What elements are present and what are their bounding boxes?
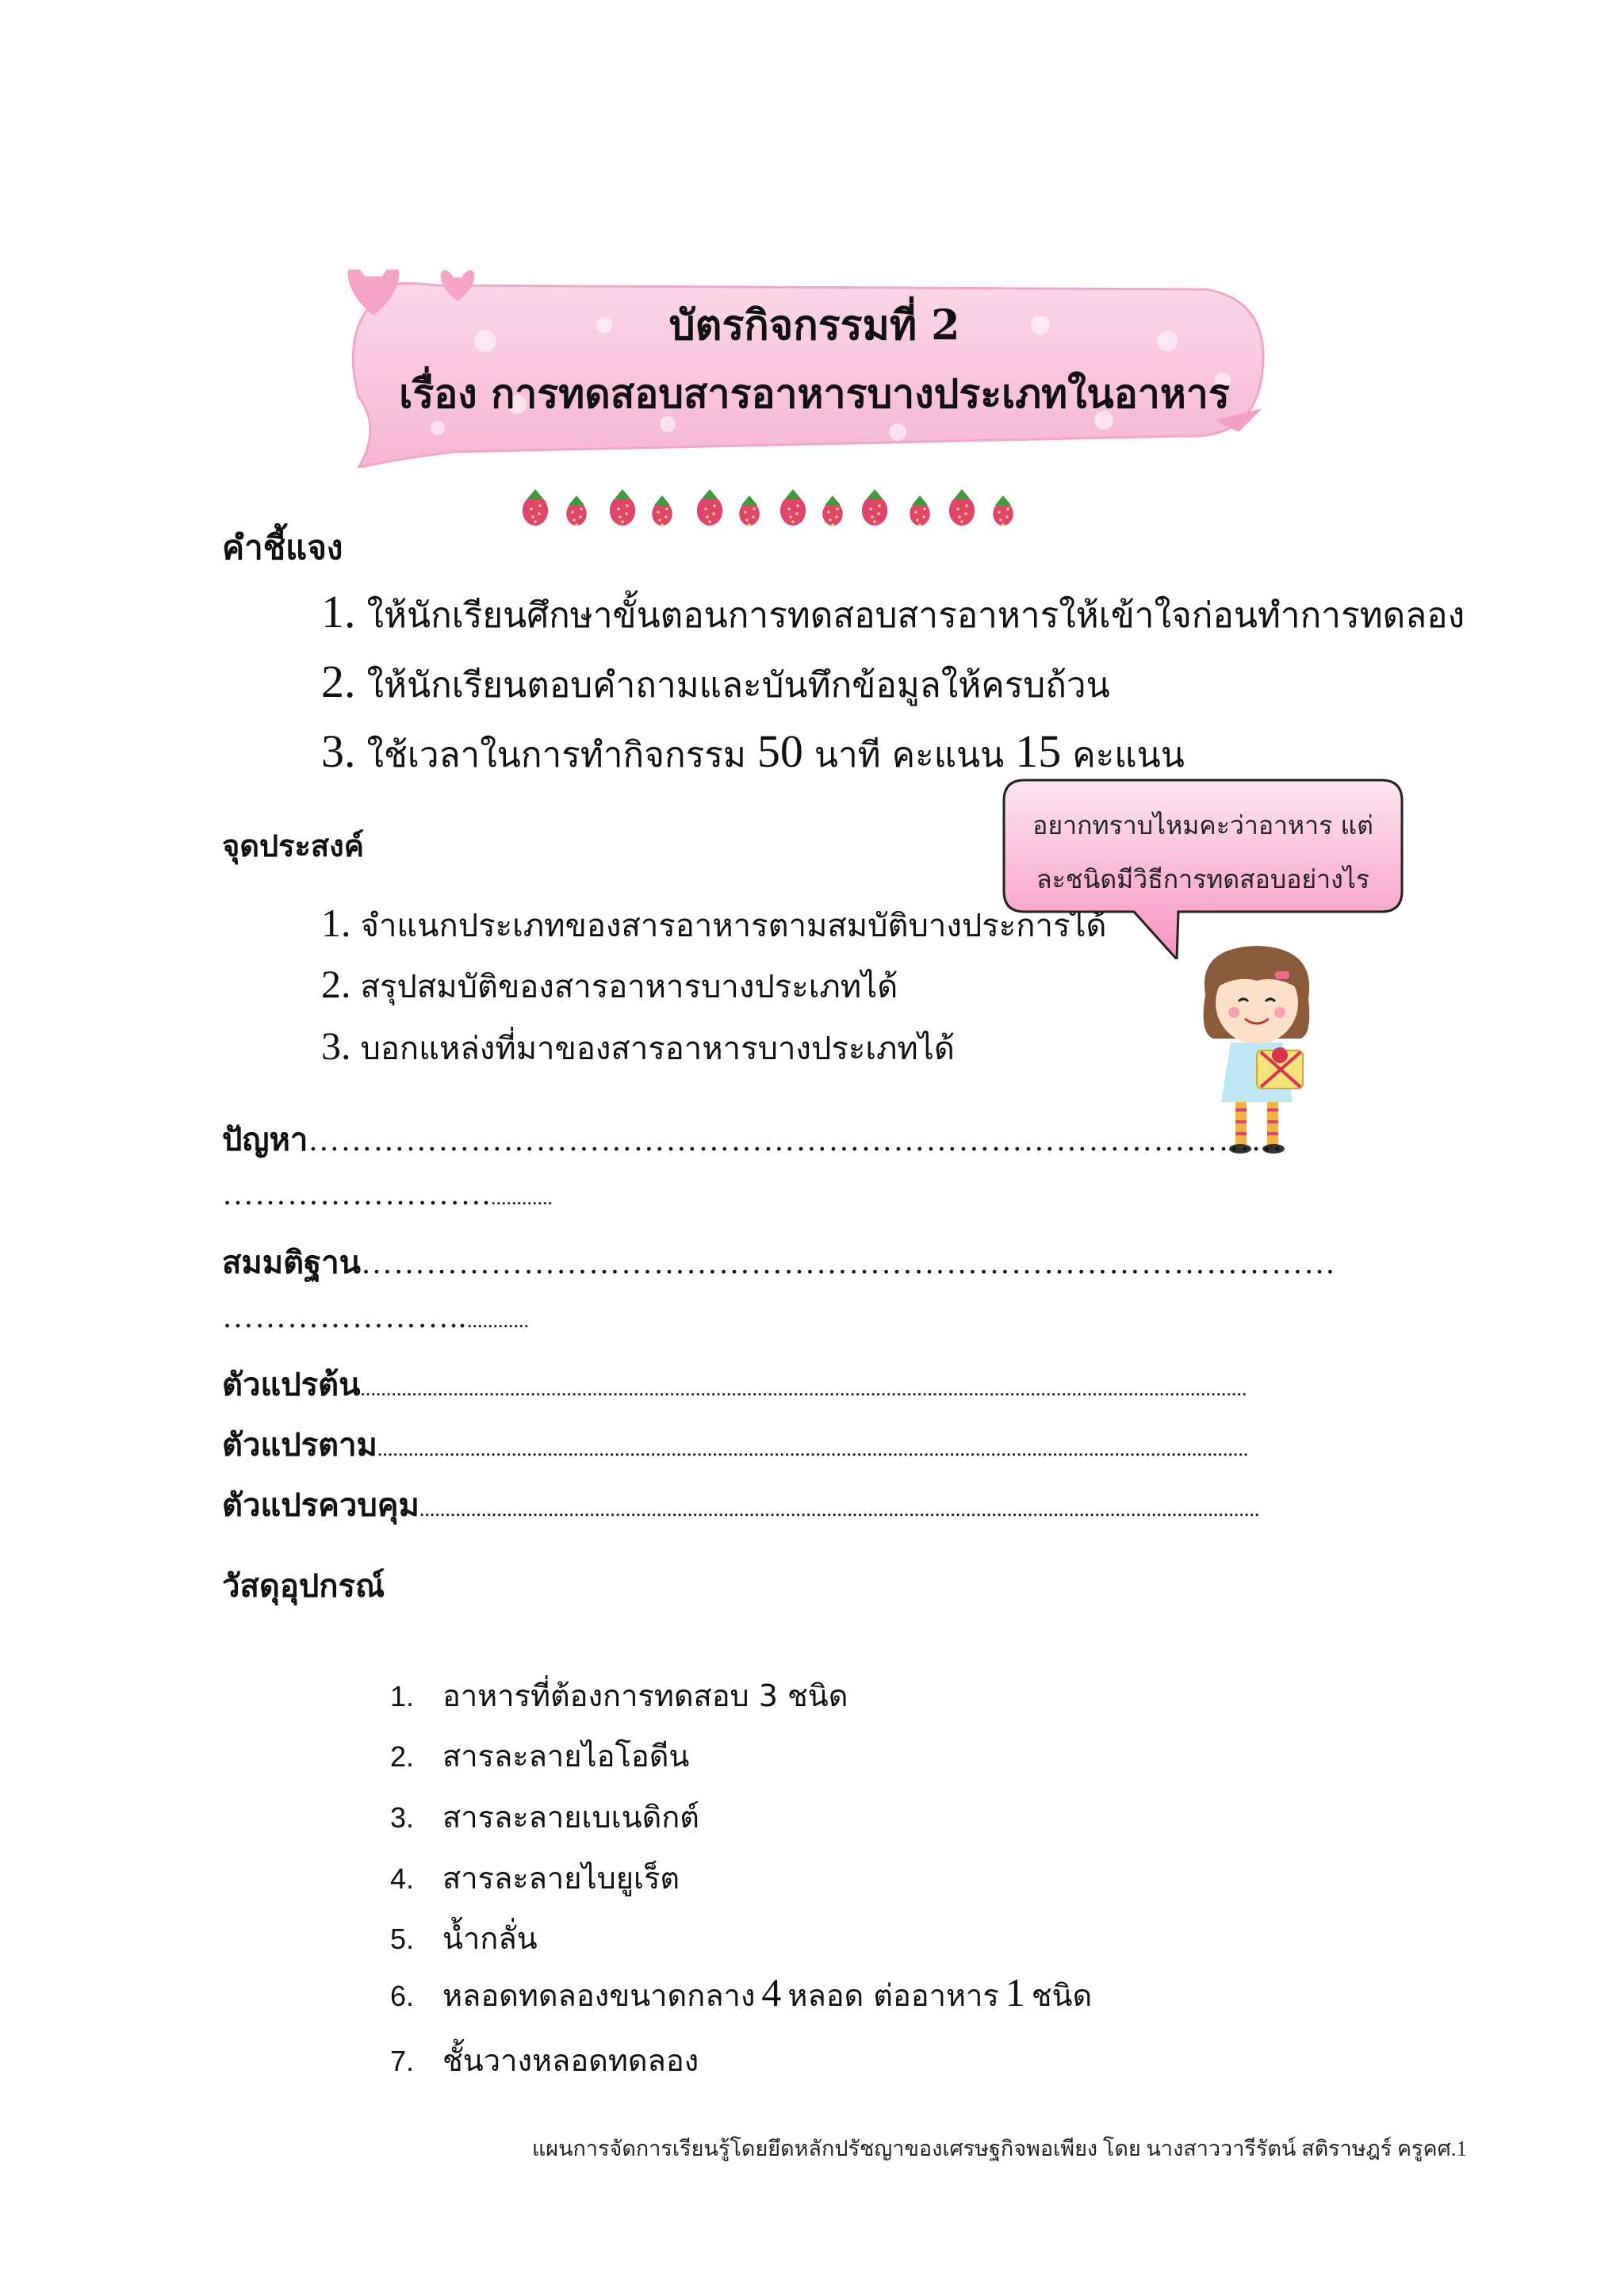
dependent-variable-field[interactable]: ตัวแปรตาม......................................................................................................................................................................... <box>222 1427 1249 1464</box>
speech-bubble-line-2: ละชนิดมีวิธีการทดสอบอย่างไร <box>1036 864 1370 894</box>
speech-bubble-line-1: อยากทราบไหมคะว่าอาหาร แต่ <box>1032 810 1373 840</box>
strawberry-icon <box>822 496 843 526</box>
strawberry-icon <box>910 496 930 526</box>
material-item-2: 2. สารละลายไอโอดีน <box>390 1739 690 1774</box>
instruction-item-3: 3. ใช้เวลาในการทำกิจกรรม 50 นาที คะแนน 15 คะแนน <box>321 725 1185 777</box>
material-item-6: 6. หลอดทดลองขนาดกลาง 4 หลอด ต่ออาหาร 1 ชนิด <box>390 1970 1093 2015</box>
strawberry-icon <box>610 489 635 526</box>
objective-item-3: 3. บอกแหล่งที่มาของสารอาหารบางประเภทได้ <box>321 1024 955 1068</box>
instruction-item-2: 2. ให้นักเรียนตอบคำถามและบันทึกข้อมูลให้ครบถ้วน <box>321 656 1110 707</box>
strawberry-icon <box>862 489 887 526</box>
material-item-5: 5. น้ำกลั่น <box>390 1921 538 1956</box>
strawberry-icon <box>993 496 1013 526</box>
problem-field[interactable]: ปัญหา……………………………………………………………………………… <box>222 1122 1284 1158</box>
hypothesis-field-continued[interactable]: ………………….............. <box>222 1299 529 1334</box>
strawberry-icon <box>697 489 722 526</box>
card-subtitle: เรื่อง การทดสอบสารอาหารบางประเภทในอาหาร <box>399 370 1230 417</box>
strawberry-icon <box>523 489 548 526</box>
objectives-heading: จุดประสงค์ <box>222 828 365 863</box>
material-item-3: 3. สารละลายเบเนดิกต์ <box>390 1800 699 1835</box>
strawberry-divider <box>519 482 1035 533</box>
strawberry-icon <box>652 496 672 526</box>
material-item-4: 4. สารละลายไบยูเร็ต <box>390 1861 680 1896</box>
materials-heading: วัสดุอุปกรณ์ <box>222 1568 385 1605</box>
footer-credit: แผนการจัดการเรียนรู้โดยยึดหลักปรัชญาของเศรษฐกิจพอเพียง โดย นางสาววารีรัตน์ สติราษฎร์ ครูคศ.1 <box>531 2137 1467 2160</box>
objective-item-1: 1. จำแนกประเภทของสารอาหารตามสมบัติบางประการได้ <box>321 901 1107 945</box>
strawberry-icon <box>566 496 587 526</box>
strawberry-icon <box>739 496 760 526</box>
material-item-7: 7. ชั้นวางหลอดทดลอง <box>390 2043 699 2078</box>
strawberry-icon <box>780 489 806 526</box>
problem-field-continued[interactable]: ……………………............. <box>222 1176 553 1211</box>
card-title: บัตรกิจกรรมที่ 2 <box>668 301 960 350</box>
strawberry-icon <box>949 489 975 526</box>
objective-item-2: 2. สรุปสมบัติของสารอาหารบางประเภทได้ <box>321 962 898 1006</box>
instruction-item-1: 1. ให้นักเรียนศึกษาขั้นตอนการทดสอบสารอาหารให้เข้าใจก่อนทำการทดลอง <box>321 586 1465 637</box>
controlled-variable-field[interactable]: ตัวแปรควบคุม................................................................................................................................................................... <box>222 1487 1260 1524</box>
hypothesis-field[interactable]: สมมติฐาน……………………………………………………………………………… <box>222 1245 1336 1281</box>
independent-variable-field[interactable]: ตัวแปรต้น............................................................................................................................................................................ <box>222 1367 1247 1403</box>
material-item-1: 1. อาหารที่ต้องการทดสอบ 3 ชนิด <box>390 1678 848 1713</box>
instructions-heading: คำชี้แจง <box>222 528 343 567</box>
